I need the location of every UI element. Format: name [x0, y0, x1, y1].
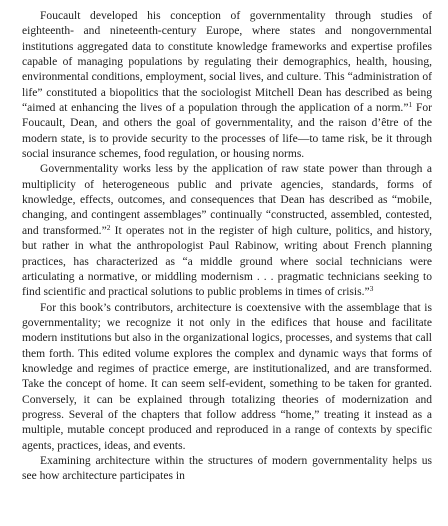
paragraph-text: For Foucault, Dean, and others the goal of governmentality, and the raison d’être of the modern state, is to provide security to the processes of life—to tame risk, be it through social insurance schemes, food regulation, or housing norms. — [22, 102, 432, 161]
paragraph — [22, 454, 432, 485]
paragraph — [22, 9, 432, 162]
paragraph-text: Governmentality works less by the application of raw state power than through a multiplicity of heterogeneous public and private agencies, standards, forms of knowledge, effects, outcomes, and consequences that Dean has described as “mobile, changing, and contingent assemblages” continually “constructed, assembled, contested, and transformed.” — [22, 163, 432, 237]
footnote-marker: 3 — [369, 284, 374, 294]
paragraph-text: Foucault developed his conception of governmentality through studies of eighteenth- and nineteenth-century Europe, where states and nongovernmental institutions aggregated data to constitute knowledge frameworks and expertise profiles capable of managing populations by regulating their demographics, health, housing, environmental conditions, employment, social lives, and culture. This “administration of life” constituted a biopolitics that the sociologist Mitchell Dean has described as being “aimed at enhancing the lives of a population through the application of a norm.” — [22, 10, 432, 115]
paragraph-text: Examining architecture within the structures of modern governmentality helps us see how architecture participates in — [22, 454, 432, 483]
body-text — [22, 9, 432, 485]
footnote-marker: 1 — [408, 100, 413, 110]
paragraph-text: It operates not in the register of high culture, politics, and history, but rather in what the anthropologist Paul Rabinow, writing about French planning practices, has characterized as “a middle ground where social technicians were articulating a normative, or middling modernism . . . pragmatic technicians seeking to find scientific and practical solutions to public problems in times of crisis.” — [22, 224, 432, 299]
paragraph — [22, 162, 432, 300]
footnote-marker: 2 — [106, 222, 111, 232]
paragraph — [22, 301, 432, 454]
paragraph-text: For this book’s contributors, architecture is coextensive with the assemblage that is governmentality; we recognize it not only in the edifices that house and facilitate modern institutions but also in the organizational logics, processes, and systems that call them forth. This edited volume explores the complex and dynamic ways that forms of knowledge and regimes of practice emerge, are institutionalized, and are transformed. Take the concept of home. It can seem self-evident, something to be taken for granted. Conversely, it can be explained through totalizing theories of modernization and progress. Several of the chapters that follow address “home,” treating it instead as a multiple, mutable concept produced and reproduced in a range of contexts by specific agents, practices, ideas, and events. — [22, 301, 432, 452]
